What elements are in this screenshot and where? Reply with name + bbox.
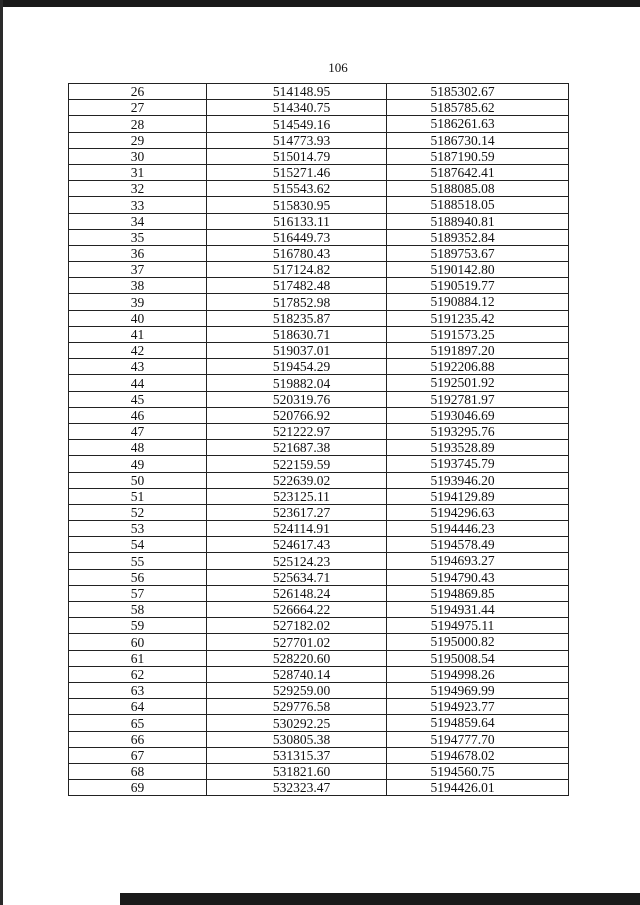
table-row — [69, 585, 569, 601]
point-number-cell: 45 — [69, 391, 207, 407]
table-row — [69, 780, 569, 796]
x-coordinate-cell: 526148.24 — [207, 585, 387, 601]
x-coordinate-cell: 528740.14 — [207, 666, 387, 682]
coordinates-table-body — [69, 84, 569, 796]
page-number: 106 — [328, 60, 348, 75]
y-coordinate-cell: 5190519.77 — [387, 278, 569, 294]
y-coordinate-cell: 5194777.70 — [387, 731, 569, 747]
point-number-cell: 38 — [69, 278, 207, 294]
y-coordinate-cell: 5194446.23 — [387, 521, 569, 537]
x-coordinate-cell: 515014.79 — [207, 148, 387, 164]
x-coordinate-cell: 520766.92 — [207, 407, 387, 423]
point-number-cell: 44 — [69, 375, 207, 391]
table-row — [69, 699, 569, 715]
table-row — [69, 650, 569, 666]
table-row — [69, 164, 569, 180]
table-row — [69, 747, 569, 763]
x-coordinate-cell: 522639.02 — [207, 472, 387, 488]
y-coordinate-cell: 5194790.43 — [387, 569, 569, 585]
table-row — [69, 310, 569, 326]
table-row — [69, 84, 569, 100]
point-number-cell: 40 — [69, 310, 207, 326]
x-coordinate-cell: 525634.71 — [207, 569, 387, 585]
x-coordinate-cell: 521222.97 — [207, 423, 387, 439]
table-row — [69, 682, 569, 698]
point-number-cell: 62 — [69, 666, 207, 682]
scan-top-border — [0, 0, 640, 7]
point-number-cell: 60 — [69, 634, 207, 650]
table-row — [69, 407, 569, 423]
y-coordinate-cell: 5194998.26 — [387, 666, 569, 682]
y-coordinate-cell: 5194975.11 — [387, 618, 569, 634]
point-number-cell: 69 — [69, 780, 207, 796]
y-coordinate-cell: 5189753.67 — [387, 245, 569, 261]
y-coordinate-cell: 5185302.67 — [387, 84, 569, 100]
table-row — [69, 440, 569, 456]
x-coordinate-cell: 521687.38 — [207, 440, 387, 456]
table-row — [69, 537, 569, 553]
point-number-cell: 34 — [69, 213, 207, 229]
point-number-cell: 43 — [69, 359, 207, 375]
table-row — [69, 326, 569, 342]
y-coordinate-cell: 5194426.01 — [387, 780, 569, 796]
y-coordinate-cell: 5194296.63 — [387, 504, 569, 520]
point-number-cell: 36 — [69, 245, 207, 261]
table-row — [69, 343, 569, 359]
y-coordinate-cell: 5186730.14 — [387, 132, 569, 148]
y-coordinate-cell: 5193046.69 — [387, 407, 569, 423]
point-number-cell: 32 — [69, 181, 207, 197]
y-coordinate-cell: 5193946.20 — [387, 472, 569, 488]
point-number-cell: 47 — [69, 423, 207, 439]
scan-left-edge — [0, 0, 3, 905]
point-number-cell: 61 — [69, 650, 207, 666]
x-coordinate-cell: 519037.01 — [207, 343, 387, 359]
table-row — [69, 666, 569, 682]
x-coordinate-cell: 514549.16 — [207, 116, 387, 132]
x-coordinate-cell: 518235.87 — [207, 310, 387, 326]
table-row — [69, 763, 569, 779]
y-coordinate-cell: 5189352.84 — [387, 229, 569, 245]
table-row — [69, 472, 569, 488]
point-number-cell: 67 — [69, 747, 207, 763]
y-coordinate-cell: 5185785.62 — [387, 100, 569, 116]
table-row — [69, 602, 569, 618]
point-number-cell: 51 — [69, 488, 207, 504]
point-number-cell: 27 — [69, 100, 207, 116]
x-coordinate-cell: 517482.48 — [207, 278, 387, 294]
table-row — [69, 181, 569, 197]
y-coordinate-cell: 5191573.25 — [387, 326, 569, 342]
point-number-cell: 66 — [69, 731, 207, 747]
x-coordinate-cell: 527182.02 — [207, 618, 387, 634]
table-row — [69, 245, 569, 261]
y-coordinate-cell: 5194859.64 — [387, 715, 569, 731]
x-coordinate-cell: 528220.60 — [207, 650, 387, 666]
y-coordinate-cell: 5186261.63 — [387, 116, 569, 132]
x-coordinate-cell: 514773.93 — [207, 132, 387, 148]
y-coordinate-cell: 5192206.88 — [387, 359, 569, 375]
point-number-cell: 52 — [69, 504, 207, 520]
point-number-cell: 35 — [69, 229, 207, 245]
x-coordinate-cell: 515543.62 — [207, 181, 387, 197]
x-coordinate-cell: 530292.25 — [207, 715, 387, 731]
y-coordinate-cell: 5188940.81 — [387, 213, 569, 229]
x-coordinate-cell: 524114.91 — [207, 521, 387, 537]
point-number-cell: 64 — [69, 699, 207, 715]
y-coordinate-cell: 5193528.89 — [387, 440, 569, 456]
point-number-cell: 55 — [69, 553, 207, 569]
table-row — [69, 618, 569, 634]
y-coordinate-cell: 5187642.41 — [387, 164, 569, 180]
x-coordinate-cell: 518630.71 — [207, 326, 387, 342]
y-coordinate-cell: 5194578.49 — [387, 537, 569, 553]
table-row — [69, 229, 569, 245]
point-number-cell: 53 — [69, 521, 207, 537]
table-row — [69, 100, 569, 116]
x-coordinate-cell: 526664.22 — [207, 602, 387, 618]
point-number-cell: 31 — [69, 164, 207, 180]
coordinates-table — [68, 83, 569, 796]
x-coordinate-cell: 529259.00 — [207, 682, 387, 698]
y-coordinate-cell: 5191897.20 — [387, 343, 569, 359]
point-number-cell: 57 — [69, 585, 207, 601]
y-coordinate-cell: 5194923.77 — [387, 699, 569, 715]
y-coordinate-cell: 5188085.08 — [387, 181, 569, 197]
y-coordinate-cell: 5187190.59 — [387, 148, 569, 164]
point-number-cell: 63 — [69, 682, 207, 698]
table-row — [69, 731, 569, 747]
x-coordinate-cell: 520319.76 — [207, 391, 387, 407]
x-coordinate-cell: 523617.27 — [207, 504, 387, 520]
y-coordinate-cell: 5190142.80 — [387, 262, 569, 278]
x-coordinate-cell: 529776.58 — [207, 699, 387, 715]
x-coordinate-cell: 531821.60 — [207, 763, 387, 779]
x-coordinate-cell: 517124.82 — [207, 262, 387, 278]
point-number-cell: 46 — [69, 407, 207, 423]
table-row — [69, 294, 569, 310]
y-coordinate-cell: 5194931.44 — [387, 602, 569, 618]
point-number-cell: 26 — [69, 84, 207, 100]
x-coordinate-cell: 532323.47 — [207, 780, 387, 796]
y-coordinate-cell: 5188518.05 — [387, 197, 569, 213]
point-number-cell: 28 — [69, 116, 207, 132]
x-coordinate-cell: 525124.23 — [207, 553, 387, 569]
table-row — [69, 262, 569, 278]
x-coordinate-cell: 517852.98 — [207, 294, 387, 310]
point-number-cell: 49 — [69, 456, 207, 472]
point-number-cell: 30 — [69, 148, 207, 164]
x-coordinate-cell: 519454.29 — [207, 359, 387, 375]
table-row — [69, 553, 569, 569]
y-coordinate-cell: 5195008.54 — [387, 650, 569, 666]
point-number-cell: 42 — [69, 343, 207, 359]
table-row — [69, 359, 569, 375]
x-coordinate-cell: 515271.46 — [207, 164, 387, 180]
x-coordinate-cell: 524617.43 — [207, 537, 387, 553]
table-row — [69, 423, 569, 439]
y-coordinate-cell: 5193295.76 — [387, 423, 569, 439]
table-row — [69, 715, 569, 731]
point-number-cell: 59 — [69, 618, 207, 634]
scan-bottom-border — [120, 893, 640, 905]
x-coordinate-cell: 530805.38 — [207, 731, 387, 747]
y-coordinate-cell: 5194969.99 — [387, 682, 569, 698]
point-number-cell: 48 — [69, 440, 207, 456]
table-row — [69, 569, 569, 585]
table-row — [69, 278, 569, 294]
y-coordinate-cell: 5194678.02 — [387, 747, 569, 763]
y-coordinate-cell: 5194693.27 — [387, 553, 569, 569]
x-coordinate-cell: 519882.04 — [207, 375, 387, 391]
x-coordinate-cell: 522159.59 — [207, 456, 387, 472]
table-row — [69, 132, 569, 148]
table-row — [69, 116, 569, 132]
y-coordinate-cell: 5194869.85 — [387, 585, 569, 601]
point-number-cell: 50 — [69, 472, 207, 488]
point-number-cell: 54 — [69, 537, 207, 553]
point-number-cell: 56 — [69, 569, 207, 585]
point-number-cell: 65 — [69, 715, 207, 731]
y-coordinate-cell: 5194129.89 — [387, 488, 569, 504]
point-number-cell: 39 — [69, 294, 207, 310]
point-number-cell: 41 — [69, 326, 207, 342]
point-number-cell: 33 — [69, 197, 207, 213]
x-coordinate-cell: 515830.95 — [207, 197, 387, 213]
table-row — [69, 391, 569, 407]
point-number-cell: 29 — [69, 132, 207, 148]
x-coordinate-cell: 523125.11 — [207, 488, 387, 504]
x-coordinate-cell: 527701.02 — [207, 634, 387, 650]
table-row — [69, 488, 569, 504]
table-row — [69, 148, 569, 164]
table-row — [69, 504, 569, 520]
table-row — [69, 456, 569, 472]
y-coordinate-cell: 5190884.12 — [387, 294, 569, 310]
y-coordinate-cell: 5192781.97 — [387, 391, 569, 407]
y-coordinate-cell: 5191235.42 — [387, 310, 569, 326]
y-coordinate-cell: 5192501.92 — [387, 375, 569, 391]
table-row — [69, 197, 569, 213]
y-coordinate-cell: 5193745.79 — [387, 456, 569, 472]
point-number-cell: 37 — [69, 262, 207, 278]
x-coordinate-cell: 516133.11 — [207, 213, 387, 229]
point-number-cell: 58 — [69, 602, 207, 618]
y-coordinate-cell: 5195000.82 — [387, 634, 569, 650]
table-row — [69, 213, 569, 229]
x-coordinate-cell: 514340.75 — [207, 100, 387, 116]
x-coordinate-cell: 514148.95 — [207, 84, 387, 100]
y-coordinate-cell: 5194560.75 — [387, 763, 569, 779]
table-row — [69, 634, 569, 650]
point-number-cell: 68 — [69, 763, 207, 779]
x-coordinate-cell: 531315.37 — [207, 747, 387, 763]
table-row — [69, 375, 569, 391]
table-row — [69, 521, 569, 537]
x-coordinate-cell: 516449.73 — [207, 229, 387, 245]
x-coordinate-cell: 516780.43 — [207, 245, 387, 261]
